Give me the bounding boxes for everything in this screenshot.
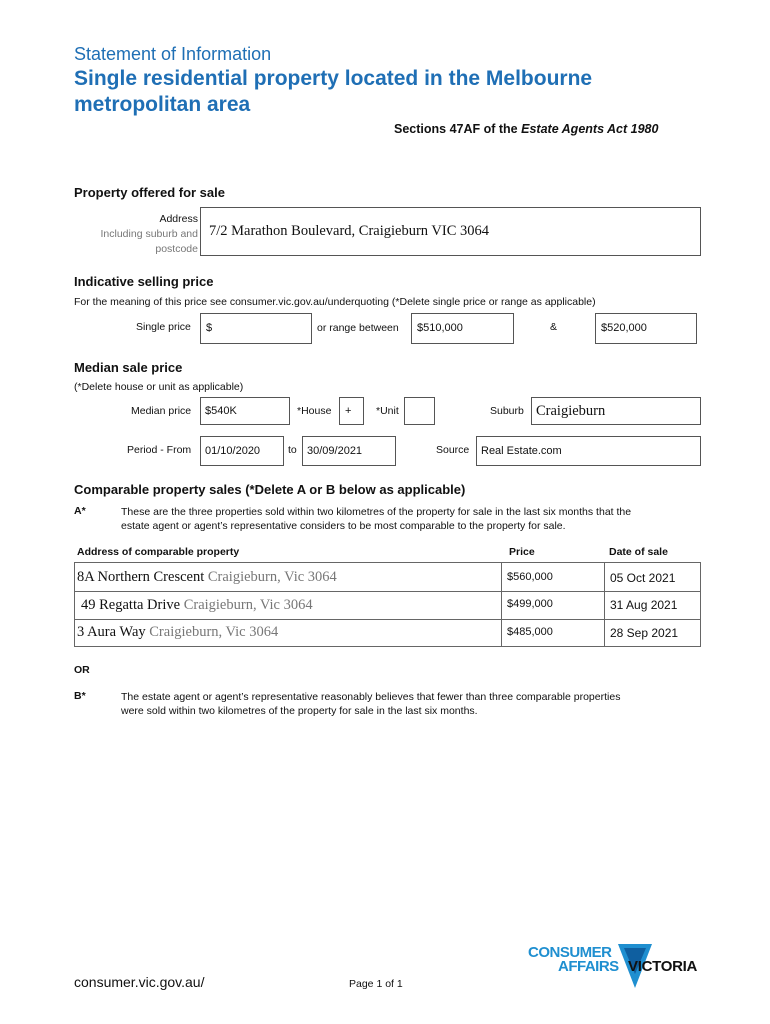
comparable-table: [74, 562, 701, 647]
footer-page: Page 1 of 1: [349, 978, 403, 990]
row-divider-2: [75, 619, 700, 620]
logo-line-3: VICTORIA: [628, 958, 697, 975]
option-b-label: B*: [74, 690, 86, 702]
row-3-suburb: Craigieburn, Vic 3064: [149, 624, 279, 640]
option-b-text: [121, 690, 701, 718]
row-3-street: 3 Aura Way: [77, 624, 146, 640]
suburb-label: Suburb: [490, 405, 524, 417]
col-divider-1: [501, 563, 502, 646]
option-a-text-1: These are the three properties sold within two kilometres of the property for sale in the last six months that the: [121, 506, 632, 518]
row-1-street: 8A Northern Crescent: [77, 569, 205, 585]
logo-line-2: AFFAIRS: [558, 958, 619, 975]
row-1-suburb: Craigieburn, Vic 3064: [207, 569, 337, 585]
period-from-field[interactable]: [200, 436, 284, 466]
house-label: *House: [297, 405, 332, 417]
range-low-value: $510,000: [417, 322, 463, 334]
footer-url[interactable]: consumer.vic.gov.au/: [74, 974, 205, 990]
period-from-value: 01/10/2020: [205, 445, 261, 457]
row-2-street: 49 Regatta Drive: [81, 597, 181, 613]
or-label: OR: [74, 664, 90, 676]
col-divider-2: [604, 563, 605, 646]
period-label: Period - From: [127, 444, 192, 456]
address-label: Address: [159, 213, 198, 225]
option-a-text: [121, 505, 701, 533]
house-value: +: [345, 405, 352, 417]
median-price-value: $540K: [205, 405, 237, 417]
row-1-price[interactable]: $560,000: [507, 571, 553, 583]
sections-line: [394, 122, 658, 136]
address-label-2: Including suburb and: [100, 228, 198, 240]
indicative-heading: Indicative selling price: [74, 274, 214, 289]
table-row-3-address[interactable]: [77, 624, 278, 641]
option-b-text-2: were sold within two kilometres of the property for sale in the last six months.: [121, 705, 478, 717]
row-1-date[interactable]: 05 Oct 2021: [610, 571, 676, 585]
table-row-1-address[interactable]: [77, 569, 337, 586]
row-2-price[interactable]: $499,000: [507, 598, 553, 610]
median-heading: Median sale price: [74, 360, 183, 375]
address-value: 7/2 Marathon Boulevard, Craigieburn VIC 3064: [209, 223, 490, 239]
single-price-label: Single price: [136, 321, 191, 333]
sections-prefix: Sections 47AF of the: [394, 122, 518, 136]
median-note: (*Delete house or unit as applicable): [74, 381, 244, 393]
range-high-field[interactable]: [595, 313, 697, 344]
period-to-field[interactable]: [302, 436, 396, 466]
source-label: Source: [436, 444, 470, 456]
row-3-price[interactable]: $485,000: [507, 626, 553, 638]
single-price-field[interactable]: [200, 313, 312, 344]
option-a-label: A*: [74, 505, 86, 517]
unit-label: *Unit: [376, 405, 399, 417]
table-row-2-address[interactable]: [81, 597, 313, 614]
address-label-block: [70, 212, 198, 257]
source-field[interactable]: [476, 436, 701, 466]
row-divider-1: [75, 591, 700, 592]
range-label: or range between: [317, 322, 399, 334]
col-date-header: Date of sale: [609, 546, 668, 558]
period-to-value: 30/09/2021: [307, 445, 363, 457]
address-label-3: postcode: [155, 243, 198, 255]
to-label: to: [288, 444, 297, 456]
single-price-value: $: [206, 322, 213, 334]
range-high-value: $520,000: [601, 322, 647, 334]
property-heading: Property offered for sale: [74, 185, 225, 200]
address-field[interactable]: [200, 207, 701, 256]
median-price-label: Median price: [131, 405, 192, 417]
source-value: Real Estate.com: [481, 445, 562, 457]
row-3-date[interactable]: 28 Sep 2021: [610, 626, 679, 640]
house-checkbox[interactable]: [339, 397, 364, 425]
indicative-note: For the meaning of this price see consumer.vic.gov.au/underquoting (*Delete single price or range as applicable): [74, 296, 596, 308]
comparable-heading: Comparable property sales (*Delete A or B below as applicable): [74, 482, 466, 497]
range-low-field[interactable]: [411, 313, 514, 344]
suburb-value: Craigieburn: [536, 403, 606, 419]
suburb-field[interactable]: [531, 397, 701, 425]
doc-subtitle: Statement of Information: [74, 44, 272, 64]
col-price-header: Price: [509, 546, 535, 558]
logo-line-1: CONSUMER: [528, 944, 612, 961]
median-price-field[interactable]: [200, 397, 290, 425]
row-2-date[interactable]: 31 Aug 2021: [610, 598, 678, 612]
doc-title: Single residential property located in the Melbourne metropolitan area: [74, 67, 593, 116]
consumer-affairs-logo: [528, 942, 704, 992]
option-b-text-1: The estate agent or agent’s representative reasonably believes that fewer than three comparable properties: [121, 691, 621, 703]
col-address-header: Address of comparable property: [77, 546, 240, 558]
range-amp: &: [550, 321, 558, 333]
unit-checkbox[interactable]: [404, 397, 435, 425]
sections-act: Estate Agents Act 1980: [521, 122, 659, 136]
option-a-text-2: estate agent or agent’s representative considers to be most comparable to the property for sale.: [121, 520, 566, 532]
row-2-suburb: Craigieburn, Vic 3064: [183, 597, 313, 613]
